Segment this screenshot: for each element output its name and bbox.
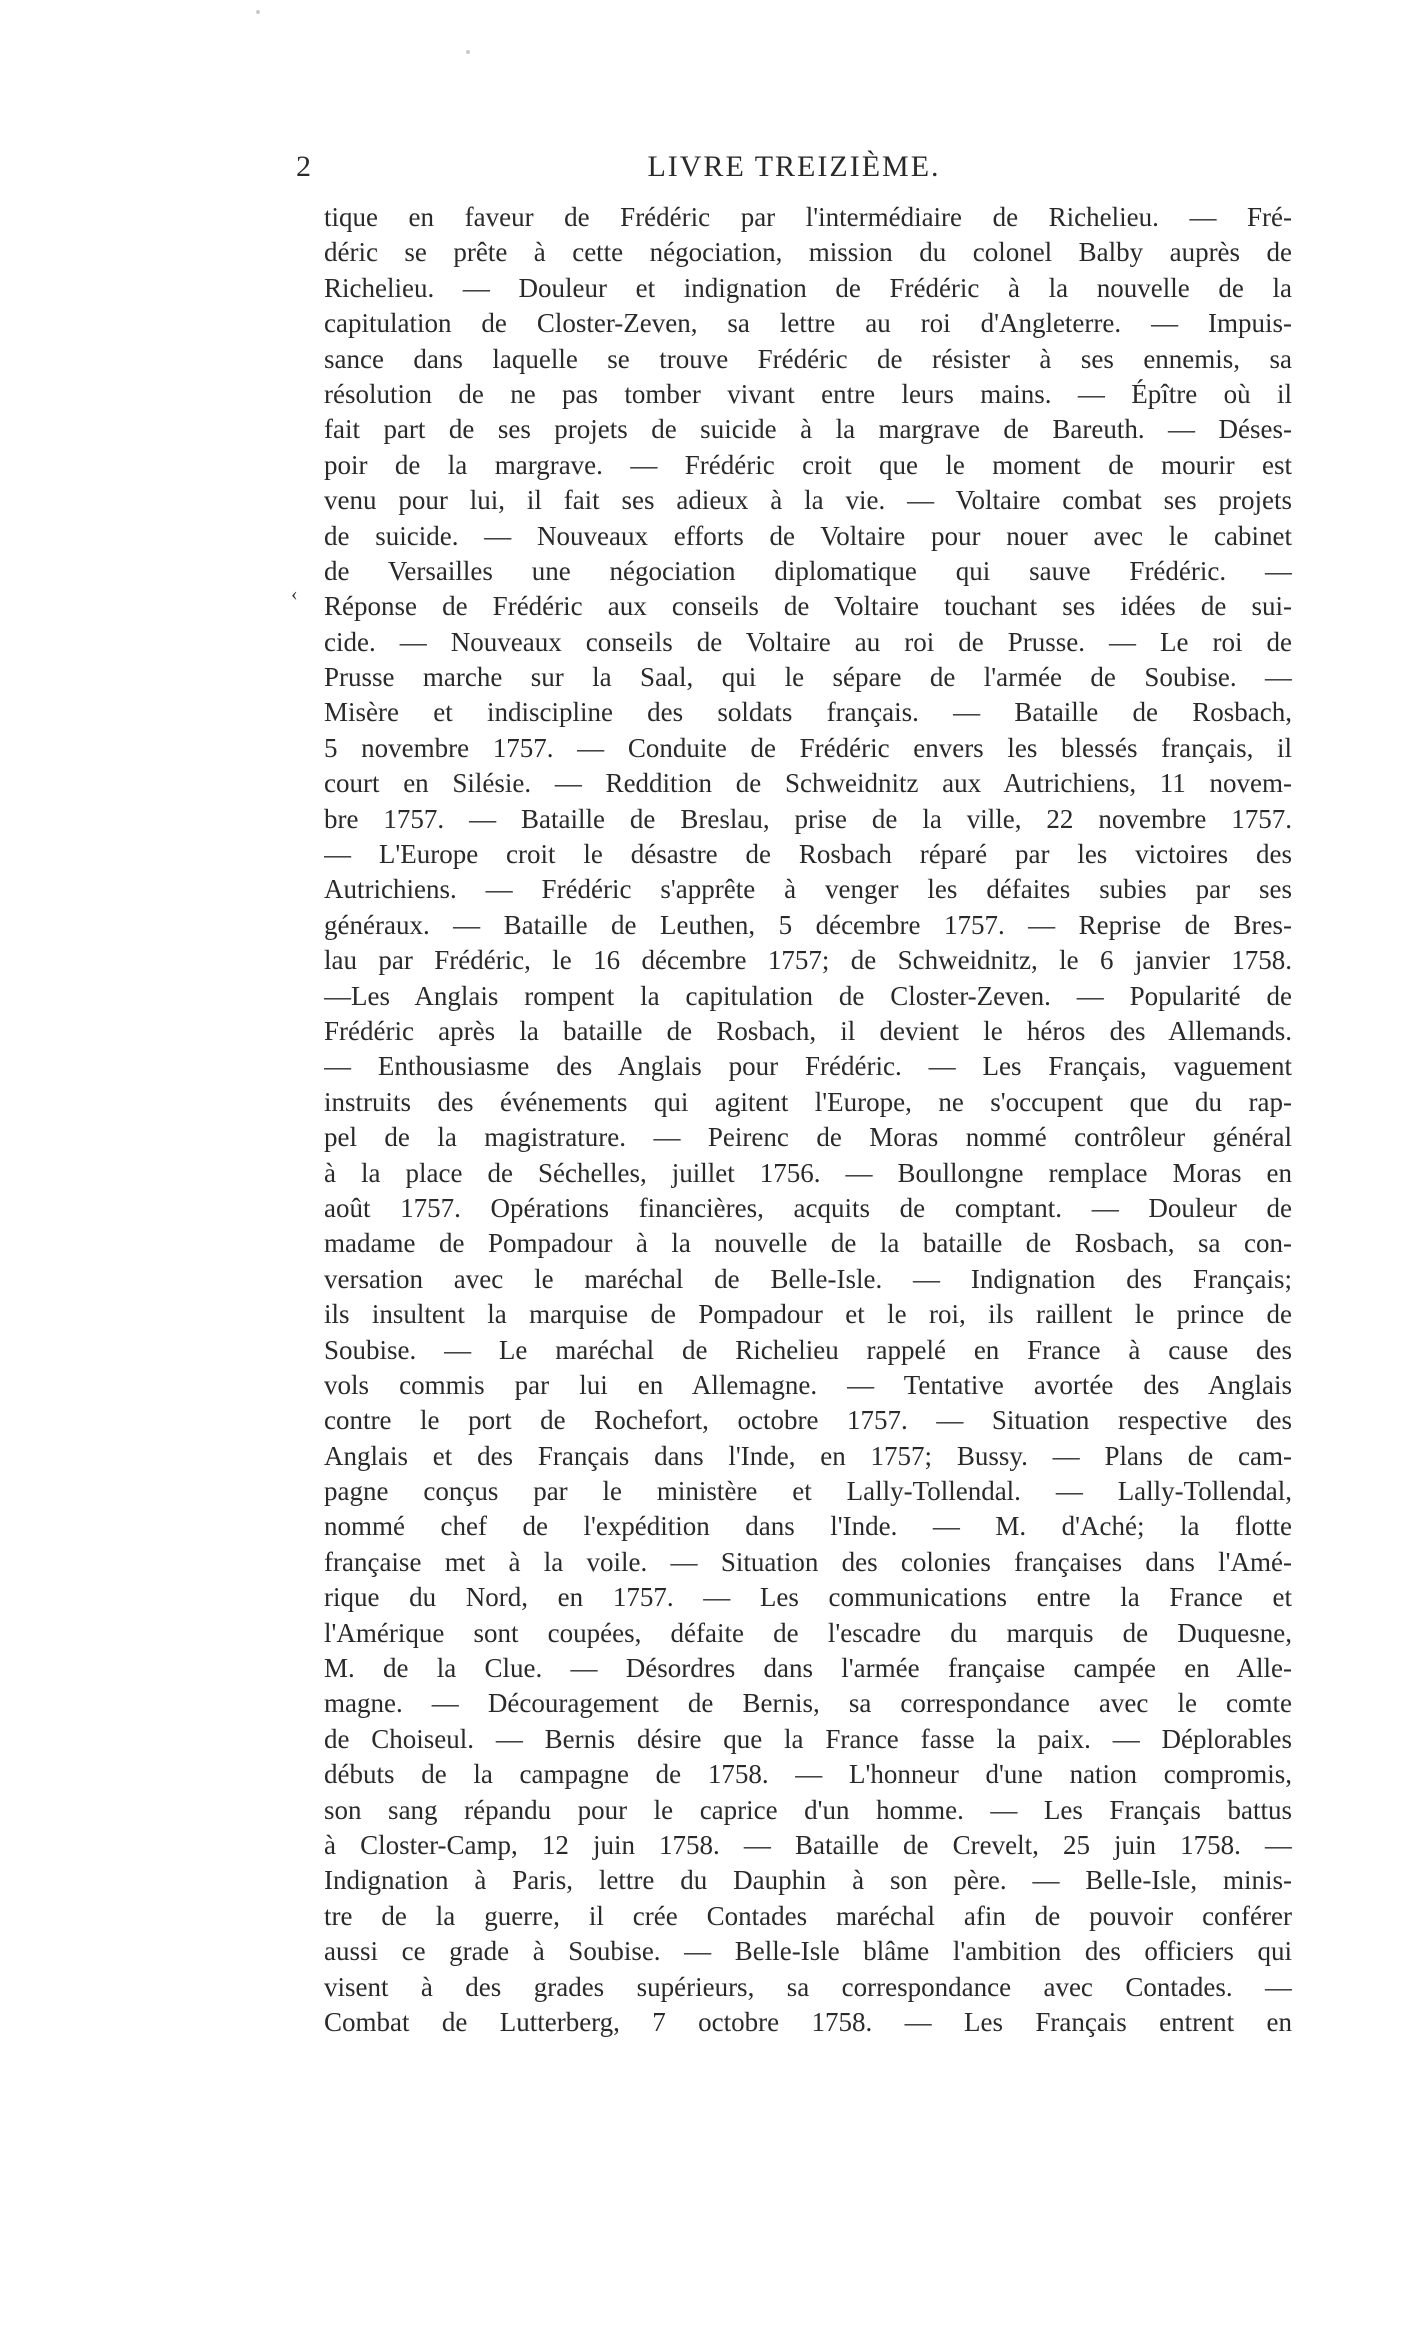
summary-line: débuts de la campagne de 1758. — L'honneur d'une nation compromis, — [324, 1759, 1292, 1790]
summary-line: — Enthousiasme des Anglais pour Frédéric. — Les Français, vaguement — [324, 1051, 1292, 1082]
page-number: 2 — [296, 150, 312, 183]
summary-line: de Choiseul. — Bernis désire que la France fasse la paix. — Déplorables — [324, 1723, 1292, 1754]
summary-line: capitulation de Closter-Zeven, sa lettre au roi d'Angleterre. — Impuis- — [324, 308, 1292, 339]
summary-line: 5 novembre 1757. — Conduite de Frédéric envers les blessés français, il — [324, 732, 1292, 763]
summary-line: vols commis par lui en Allemagne. — Tentative avortée des Anglais — [324, 1369, 1292, 1400]
summary-line: tre de la guerre, il crée Contades maréchal afin de pouvoir conférer — [324, 1900, 1292, 1931]
margin-mark: ‹ — [291, 583, 298, 605]
summary-line: Soubise. — Le maréchal de Richelieu rappelé en France à cause des — [324, 1334, 1292, 1365]
paper-speck — [256, 10, 260, 14]
summary-line: bre 1757. — Bataille de Breslau, prise de la ville, 22 novembre 1757. — [324, 803, 1292, 834]
summary-line: M. de la Clue. — Désordres dans l'armée française campée en Alle- — [324, 1653, 1292, 1684]
summary-line: Indignation à Paris, lettre du Dauphin à son père. — Belle-Isle, minis- — [324, 1865, 1292, 1896]
summary-line: de Versailles une négociation diplomatique qui sauve Frédéric. — — [324, 555, 1292, 586]
summary-line: contre le port de Rochefort, octobre 1757. — Situation respective des — [324, 1405, 1292, 1436]
summary-line: à Closter-Camp, 12 juin 1758. — Bataille de Crevelt, 25 juin 1758. — — [324, 1829, 1292, 1860]
summary-line: madame de Pompadour à la nouvelle de la bataille de Rosbach, sa con- — [324, 1228, 1292, 1259]
summary-line: août 1757. Opérations financières, acquits de comptant. — Douleur de — [324, 1192, 1292, 1223]
summary-line: versation avec le maréchal de Belle-Isle. — Indignation des Français; — [324, 1263, 1292, 1294]
summary-line: visent à des grades supérieurs, sa correspondance avec Contades. — — [324, 1971, 1292, 2002]
page-header — [296, 150, 1292, 194]
summary-line: Frédéric après la bataille de Rosbach, il devient le héros des Allemands. — [324, 1015, 1292, 1046]
summary-line: Combat de Lutterberg, 7 octobre 1758. — Les Français entrent en — [324, 2006, 1292, 2037]
summary-line: —Les Anglais rompent la capitulation de Closter-Zeven. — Popularité de — [324, 980, 1292, 1011]
running-head: LIVRE TREIZIÈME. — [647, 150, 941, 183]
summary-line: fait part de ses projets de suicide à la margrave de Bareuth. — Déses- — [324, 414, 1292, 445]
summary-line: — L'Europe croit le désastre de Rosbach réparé par les victoires des — [324, 839, 1292, 870]
summary-line: cide. — Nouveaux conseils de Voltaire au roi de Prusse. — Le roi de — [324, 626, 1292, 657]
summary-line: Réponse de Frédéric aux conseils de Voltaire touchant ses idées de sui- — [324, 591, 1292, 622]
summary-line: résolution de ne pas tomber vivant entre leurs mains. — Épître où il — [324, 378, 1292, 409]
summary-line: magne. — Découragement de Bernis, sa correspondance avec le comte — [324, 1688, 1292, 1719]
summary-line: Anglais et des Français dans l'Inde, en 1757; Bussy. — Plans de cam- — [324, 1440, 1292, 1471]
summary-line: son sang répandu pour le caprice d'un homme. — Les Français battus — [324, 1794, 1292, 1825]
summary-line: française met à la voile. — Situation des colonies françaises dans l'Amé- — [324, 1546, 1292, 1577]
summary-line: Prusse marche sur la Saal, qui le sépare de l'armée de Soubise. — — [324, 662, 1292, 693]
summary-line: poir de la margrave. — Frédéric croit que le moment de mourir est — [324, 449, 1292, 480]
summary-line: sance dans laquelle se trouve Frédéric de résister à ses ennemis, sa — [324, 343, 1292, 374]
summary-line: de suicide. — Nouveaux efforts de Voltaire pour nouer avec le cabinet — [324, 520, 1292, 551]
summary-line: rique du Nord, en 1757. — Les communications entre la France et — [324, 1582, 1292, 1613]
summary-line: Autrichiens. — Frédéric s'apprête à venger les défaites subies par ses — [324, 874, 1292, 905]
summary-line: venu pour lui, il fait ses adieux à la vie. — Voltaire combat ses projets — [324, 485, 1292, 516]
summary-line: déric se prête à cette négociation, mission du colonel Balby auprès de — [324, 237, 1292, 268]
summary-line: ils insultent la marquise de Pompadour et le roi, ils raillent le prince de — [324, 1299, 1292, 1330]
summary-line: pagne conçus par le ministère et Lally-Tollendal. — Lally-Tollendal, — [324, 1476, 1292, 1507]
summary-line: l'Amérique sont coupées, défaite de l'escadre du marquis de Duquesne, — [324, 1617, 1292, 1648]
summary-line: lau par Frédéric, le 16 décembre 1757; de Schweidnitz, le 6 janvier 1758. — [324, 945, 1292, 976]
paper-speck — [466, 50, 470, 54]
summary-line: nommé chef de l'expédition dans l'Inde. — M. d'Aché; la flotte — [324, 1511, 1292, 1542]
summary-line: tique en faveur de Frédéric par l'intermédiaire de Richelieu. — Fré- — [324, 202, 1292, 232]
summary-line: pel de la magistrature. — Peirenc de Moras nommé contrôleur général — [324, 1122, 1292, 1153]
summary-line: aussi ce grade à Soubise. — Belle-Isle blâme l'ambition des officiers qui — [324, 1936, 1292, 1967]
summary-line: à la place de Séchelles, juillet 1756. — Boullongne remplace Moras en — [324, 1157, 1292, 1188]
summary-line: généraux. — Bataille de Leuthen, 5 décembre 1757. — Reprise de Bres- — [324, 909, 1292, 940]
summary-line: court en Silésie. — Reddition de Schweidnitz aux Autrichiens, 11 novem- — [324, 768, 1292, 799]
summary-line: Misère et indiscipline des soldats français. — Bataille de Rosbach, — [324, 697, 1292, 728]
chapter-summary — [324, 200, 1292, 2040]
summary-line: instruits des événements qui agitent l'Europe, ne s'occupent que du rap- — [324, 1086, 1292, 1117]
summary-line: Richelieu. — Douleur et indignation de Frédéric à la nouvelle de la — [324, 272, 1292, 303]
